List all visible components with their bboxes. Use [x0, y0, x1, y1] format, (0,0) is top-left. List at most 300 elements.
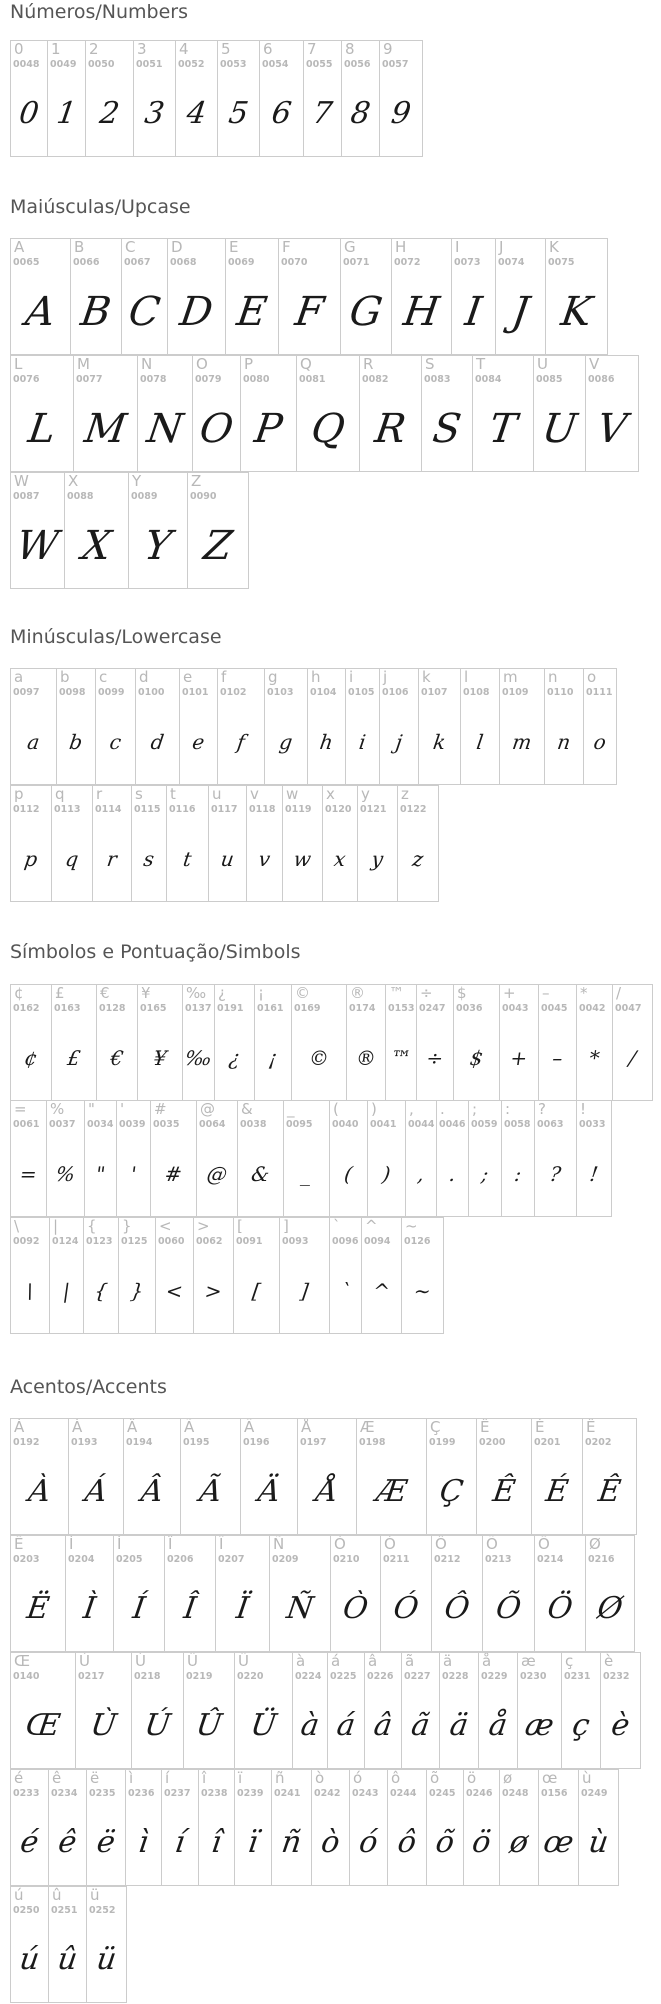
- glyph-sample: $: [468, 1045, 485, 1070]
- glyph-label: û: [52, 1887, 62, 1904]
- glyph-sample: ¿: [227, 1045, 242, 1070]
- glyph-sample: W: [13, 522, 62, 569]
- glyph-sample: 8: [348, 96, 373, 131]
- glyph-code: 0196: [243, 1437, 270, 1448]
- glyph-cell-0102: [218, 669, 265, 784]
- glyph-label: Í: [117, 1536, 122, 1553]
- glyph-cell-0226: [365, 1653, 402, 1768]
- glyph-label: Â: [127, 1419, 138, 1436]
- glyph-code: 0041: [370, 1119, 397, 1130]
- glyph-sample: .: [447, 1161, 458, 1186]
- glyph-cell-0233: [11, 1770, 49, 1885]
- glyph-cell-0200: [477, 1419, 532, 1534]
- glyph-code: 0056: [344, 59, 371, 70]
- glyph-cell-0122: [398, 786, 439, 901]
- glyph-cell-0047: [613, 985, 653, 1100]
- glyph-sample: 4: [184, 96, 209, 131]
- glyph-label: Ì: [69, 1536, 74, 1553]
- glyph-label: 6: [263, 41, 273, 58]
- glyph-cell-0123: [84, 1218, 119, 1333]
- glyph-label: ©: [295, 985, 310, 1002]
- glyph-label: í: [165, 1770, 170, 1787]
- glyph-cell-0117: [209, 786, 247, 901]
- glyph-code: 0050: [88, 59, 115, 70]
- glyph-cell-0218: [132, 1653, 184, 1768]
- glyph-cell-0225: [328, 1653, 365, 1768]
- glyph-label: Q: [300, 356, 312, 373]
- glyph-label: Ö: [538, 1536, 550, 1553]
- glyph-sample: Ô: [442, 1591, 472, 1626]
- glyph-sample: {: [92, 1278, 110, 1303]
- glyph-cell-0106: [380, 669, 419, 784]
- glyph-sample: o: [592, 729, 608, 754]
- glyph-sample: (: [342, 1161, 355, 1186]
- glyph-code: 0040: [332, 1119, 359, 1130]
- glyph-cell-0212: [432, 1536, 483, 1651]
- glyph-code: 0072: [394, 257, 421, 268]
- glyph-sample: A: [22, 288, 59, 335]
- glyph-cell-0219: [184, 1653, 235, 1768]
- glyph-cell-0061: [11, 1101, 47, 1216]
- glyph-cell-0216: [586, 1536, 635, 1651]
- glyph-label: ø: [503, 1770, 513, 1787]
- glyph-sample: X: [79, 522, 114, 569]
- glyph-code: 0248: [502, 1788, 529, 1799]
- glyph-label: f: [221, 669, 227, 686]
- glyph-cell-0104: [308, 669, 346, 784]
- glyph-cell-0033: [577, 1101, 612, 1216]
- glyph-sample: ~: [412, 1278, 433, 1303]
- glyph-code: 0049: [50, 59, 77, 70]
- glyph-label: m: [503, 669, 518, 686]
- glyph-code: 0109: [502, 687, 529, 698]
- glyph-cell-0229: [479, 1653, 518, 1768]
- glyph-code: 0043: [502, 1003, 529, 1014]
- glyph-code: 0081: [299, 374, 326, 385]
- glyph-sample: b: [67, 729, 85, 754]
- glyph-code: 0231: [564, 1671, 591, 1682]
- glyph-label: B: [74, 239, 85, 256]
- glyph-label: Ï: [219, 1536, 224, 1553]
- glyph-code: 0096: [332, 1236, 359, 1247]
- glyph-sample: –: [550, 1045, 565, 1070]
- glyph-sample: M: [81, 405, 130, 452]
- glyph-code: 0128: [99, 1003, 126, 1014]
- glyph-label: W: [14, 473, 29, 490]
- glyph-sample: Í: [130, 1591, 148, 1626]
- glyph-label: ó: [353, 1770, 363, 1787]
- glyph-label: e: [183, 669, 193, 686]
- glyph-cell-0161: [255, 985, 292, 1100]
- glyph-label: Î: [168, 1536, 173, 1553]
- glyph-cell-0248: [500, 1770, 539, 1885]
- glyph-label: ]: [283, 1218, 289, 1235]
- glyph-cell-0228: [440, 1653, 479, 1768]
- glyph-code: 0245: [429, 1788, 456, 1799]
- glyph-code: 0121: [360, 804, 387, 815]
- glyph-cell-0050: [86, 41, 134, 156]
- glyph-sample: 6: [269, 96, 294, 131]
- glyph-cell-0089: [129, 473, 188, 588]
- glyph-sample: q: [63, 846, 81, 871]
- glyph-code: 0089: [131, 491, 158, 502]
- glyph-sample: V: [594, 405, 630, 452]
- glyph-code: 0037: [49, 1119, 76, 1130]
- glyph-label: ò: [315, 1770, 325, 1787]
- glyph-cell-0230: [518, 1653, 562, 1768]
- glyph-cell-0201: [532, 1419, 583, 1534]
- glyph-label: E: [229, 239, 239, 256]
- glyph-cell-0060: [156, 1218, 194, 1333]
- glyph-sample: ?: [548, 1161, 563, 1186]
- glyph-cell-0081: [297, 356, 360, 471]
- glyph-row: [10, 1217, 444, 1334]
- glyph-cell-0209: [270, 1536, 331, 1651]
- glyph-label: ;: [472, 1101, 478, 1118]
- glyph-code: 0095: [286, 1119, 313, 1130]
- glyph-code: 0209: [272, 1554, 299, 1565]
- glyph-label: &: [241, 1101, 253, 1118]
- glyph-sample: ñ: [279, 1825, 304, 1860]
- glyph-sample: Ã: [197, 1474, 224, 1509]
- glyph-cell-0217: [76, 1653, 132, 1768]
- glyph-label: î: [202, 1770, 207, 1787]
- glyph-label: G: [344, 239, 356, 256]
- glyph-code: 0054: [262, 59, 289, 70]
- glyph-cell-0249: [579, 1770, 619, 1885]
- glyph-sample: 5: [226, 96, 251, 131]
- glyph-label: U: [537, 356, 548, 373]
- glyph-label: ¡: [258, 985, 265, 1002]
- glyph-label: D: [171, 239, 183, 256]
- glyph-code: 0227: [404, 1671, 431, 1682]
- glyph-sample: å: [486, 1708, 510, 1743]
- glyph-code: 0073: [454, 257, 481, 268]
- glyph-label: g: [268, 669, 278, 686]
- glyph-sample: @: [205, 1161, 229, 1186]
- glyph-sample: ã: [409, 1708, 432, 1743]
- glyph-row: [10, 1418, 637, 1535]
- section-title-numeros-numbers: Números/Numbers: [10, 1, 188, 23]
- glyph-sample: ì: [136, 1825, 151, 1860]
- glyph-label: ì: [129, 1770, 134, 1787]
- glyph-label: é: [14, 1770, 24, 1787]
- glyph-code: 0237: [164, 1788, 191, 1799]
- glyph-code: 0214: [537, 1554, 564, 1565]
- glyph-code: 0107: [421, 687, 448, 698]
- glyph-cell-0108: [461, 669, 500, 784]
- glyph-code: 0098: [59, 687, 86, 698]
- glyph-cell-0199: [427, 1419, 477, 1534]
- glyph-sample: <: [164, 1278, 185, 1303]
- glyph-code: 0034: [87, 1119, 114, 1130]
- glyph-sample: É: [543, 1474, 571, 1509]
- glyph-cell-0105: [346, 669, 380, 784]
- glyph-label: }: [122, 1218, 132, 1235]
- glyph-cell-0093: [280, 1218, 330, 1333]
- glyph-code: 0218: [134, 1671, 161, 1682]
- glyph-cell-0156: [539, 1770, 579, 1885]
- glyph-sample: â: [371, 1708, 395, 1743]
- glyph-sample: l: [475, 729, 485, 754]
- glyph-cell-0080: [241, 356, 297, 471]
- glyph-label: [: [237, 1218, 243, 1235]
- glyph-sample: c: [108, 729, 123, 754]
- glyph-sample: ò: [319, 1825, 342, 1860]
- glyph-sample: Ë: [24, 1591, 52, 1626]
- glyph-code: 0239: [237, 1788, 264, 1799]
- glyph-label: X: [68, 473, 79, 490]
- glyph-cell-0213: [483, 1536, 535, 1651]
- glyph-label: r: [96, 786, 103, 803]
- glyph-label: ): [371, 1101, 377, 1118]
- glyph-label: H: [395, 239, 407, 256]
- glyph-code: 0203: [13, 1554, 40, 1565]
- glyph-label: i: [349, 669, 354, 686]
- glyph-sample: %: [54, 1161, 77, 1186]
- glyph-sample: ]: [298, 1278, 311, 1303]
- glyph-label: !: [580, 1101, 587, 1118]
- glyph-code: 0058: [504, 1119, 531, 1130]
- glyph-cell-0250: [11, 1887, 49, 2002]
- glyph-label: %: [50, 1101, 65, 1118]
- glyph-label: ,: [409, 1101, 414, 1118]
- glyph-cell-0198: [357, 1419, 427, 1534]
- section-title-acentos-accents: Acentos/Accents: [10, 1376, 167, 1398]
- glyph-label: {: [87, 1218, 97, 1235]
- glyph-cell-0069: [226, 239, 279, 354]
- glyph-code: 0212: [434, 1554, 461, 1565]
- glyph-sample: Q: [308, 405, 348, 452]
- glyph-label: 8: [345, 41, 355, 58]
- glyph-sample: z: [411, 846, 425, 871]
- glyph-cell-0083: [422, 356, 473, 471]
- glyph-code: 0082: [362, 374, 389, 385]
- glyph-label: Ó: [384, 1536, 396, 1553]
- glyph-sample: P: [251, 405, 286, 452]
- glyph-code: 0241: [274, 1788, 301, 1799]
- glyph-sample: C: [125, 288, 164, 335]
- glyph-code: 0233: [13, 1788, 40, 1799]
- glyph-cell-0153: [386, 985, 417, 1100]
- glyph-label: >: [197, 1218, 210, 1235]
- glyph-cell-0090: [188, 473, 249, 588]
- glyph-cell-0126: [402, 1218, 444, 1333]
- glyph-cell-0114: [93, 786, 132, 901]
- glyph-sample: 9: [388, 96, 414, 131]
- glyph-row: [10, 40, 423, 157]
- glyph-label: Ä: [244, 1419, 255, 1436]
- glyph-code: 0039: [119, 1119, 146, 1130]
- glyph-row: [10, 984, 653, 1101]
- glyph-label: x: [326, 786, 335, 803]
- glyph-sample: ¡: [267, 1045, 279, 1070]
- glyph-cell-0034: [85, 1101, 117, 1216]
- glyph-code: 0137: [185, 1003, 212, 1014]
- glyph-code: 0083: [424, 374, 451, 385]
- glyph-label: ô: [391, 1770, 401, 1787]
- glyph-sample: >: [203, 1278, 224, 1303]
- glyph-cell-0245: [427, 1770, 464, 1885]
- glyph-label: à: [296, 1653, 306, 1670]
- glyph-code: 0068: [170, 257, 197, 268]
- glyph-label: S: [425, 356, 435, 373]
- glyph-sample: ): [380, 1161, 393, 1186]
- glyph-label: Ø: [589, 1536, 601, 1553]
- glyph-code: 0191: [217, 1003, 244, 1014]
- glyph-sample: \: [24, 1278, 36, 1303]
- glyph-cell-0039: [117, 1101, 151, 1216]
- glyph-code: 0092: [13, 1236, 40, 1247]
- glyph-sample: ú: [17, 1942, 42, 1977]
- glyph-sample: Î: [181, 1591, 199, 1626]
- section-title-simbolos-e-pontuacao-simbols: Símbolos e Pontuação/Simbols: [10, 941, 301, 963]
- glyph-code: 0044: [408, 1119, 435, 1130]
- glyph-label: Ú: [135, 1653, 146, 1670]
- glyph-code: 0125: [121, 1236, 148, 1247]
- glyph-cell-0241: [272, 1770, 312, 1885]
- glyph-label: Ç: [430, 1419, 441, 1436]
- glyph-sample: ;: [479, 1161, 491, 1186]
- glyph-code: 0093: [282, 1236, 309, 1247]
- glyph-sample: _: [299, 1161, 314, 1186]
- glyph-code: 0110: [547, 687, 574, 698]
- glyph-code: 0220: [237, 1671, 264, 1682]
- glyph-code: 0124: [52, 1236, 79, 1247]
- glyph-label: o: [587, 669, 597, 686]
- glyph-code: 0249: [581, 1788, 608, 1799]
- glyph-cell-0207: [216, 1536, 270, 1651]
- glyph-sample: m: [510, 729, 534, 754]
- section-title-maiusculas-upcase: Maiúsculas/Upcase: [10, 196, 191, 218]
- glyph-code: 0045: [541, 1003, 568, 1014]
- glyph-code: 0201: [534, 1437, 561, 1448]
- glyph-label: h: [311, 669, 321, 686]
- glyph-label: å: [482, 1653, 492, 1670]
- glyph-row: [10, 355, 639, 472]
- glyph-code: 0114: [95, 804, 122, 815]
- glyph-row: [10, 1652, 641, 1769]
- glyph-sample: D: [177, 288, 216, 335]
- glyph-code: 0059: [471, 1119, 498, 1130]
- glyph-sample: ó: [357, 1825, 380, 1860]
- glyph-label: n: [548, 669, 558, 686]
- glyph-code: 0156: [541, 1788, 568, 1799]
- glyph-code: 0236: [128, 1788, 155, 1799]
- glyph-code: 0078: [140, 374, 167, 385]
- glyph-label: Õ: [486, 1536, 498, 1553]
- glyph-code: 0126: [404, 1236, 431, 1247]
- glyph-code: 0071: [343, 257, 370, 268]
- glyph-code: 0140: [13, 1671, 40, 1682]
- glyph-cell-0232: [601, 1653, 641, 1768]
- glyph-label: l: [464, 669, 469, 686]
- glyph-code: 0046: [439, 1119, 466, 1130]
- glyph-label: $: [457, 985, 467, 1002]
- glyph-sample: ': [129, 1161, 138, 1186]
- glyph-code: 0048: [13, 59, 40, 70]
- glyph-row: [10, 1886, 127, 2003]
- glyph-code: 0219: [186, 1671, 213, 1682]
- glyph-code: 0202: [585, 1437, 612, 1448]
- glyph-code: 0033: [579, 1119, 606, 1130]
- glyph-cell-0094: [362, 1218, 402, 1333]
- glyph-code: 0206: [167, 1554, 194, 1565]
- glyph-cell-0049: [48, 41, 86, 156]
- glyph-cell-0140: [11, 1653, 76, 1768]
- glyph-cell-0236: [126, 1770, 162, 1885]
- glyph-cell-0251: [49, 1887, 87, 2002]
- glyph-code: 0099: [98, 687, 125, 698]
- glyph-sample: y: [370, 846, 385, 871]
- glyph-code: 0047: [615, 1003, 642, 1014]
- glyph-label: Œ: [14, 1653, 31, 1670]
- glyph-code: 0216: [588, 1554, 615, 1565]
- glyph-sample: Æ: [374, 1474, 409, 1509]
- glyph-label: K: [549, 239, 559, 256]
- glyph-label: Ã: [184, 1419, 195, 1436]
- glyph-sample: p: [22, 846, 40, 871]
- glyph-sample: H: [400, 288, 443, 335]
- glyph-sample: ü: [94, 1942, 119, 1977]
- glyph-cell-0064: [197, 1101, 238, 1216]
- glyph-sample: Ç: [437, 1474, 466, 1509]
- glyph-label: N: [141, 356, 153, 373]
- glyph-sample: ‰: [183, 1045, 214, 1070]
- glyph-cell-0067: [122, 239, 168, 354]
- glyph-cell-0088: [65, 473, 129, 588]
- glyph-sample: *: [587, 1045, 602, 1070]
- glyph-cell-0243: [350, 1770, 388, 1885]
- glyph-cell-0174: [347, 985, 386, 1100]
- glyph-code: 0204: [68, 1554, 95, 1565]
- glyph-cell-0137: [183, 985, 215, 1100]
- glyph-code: 0053: [220, 59, 247, 70]
- glyph-code: 0042: [579, 1003, 606, 1014]
- glyph-sample: 1: [54, 96, 79, 131]
- glyph-cell-0239: [235, 1770, 272, 1885]
- glyph-label: ï: [238, 1770, 243, 1787]
- glyph-code: 0238: [201, 1788, 228, 1799]
- glyph-sample: 7: [310, 96, 335, 131]
- glyph-sample: n: [555, 729, 573, 754]
- glyph-cell-0165: [138, 985, 183, 1100]
- glyph-cell-0037: [47, 1101, 85, 1216]
- glyph-label: ö: [467, 1770, 477, 1787]
- glyph-sample: £: [65, 1045, 83, 1070]
- glyph-cell-0120: [323, 786, 358, 901]
- glyph-label: ä: [443, 1653, 453, 1670]
- glyph-label: ê: [52, 1770, 62, 1787]
- glyph-cell-0053: [218, 41, 260, 156]
- glyph-cell-0244: [388, 1770, 427, 1885]
- glyph-label: ?: [538, 1101, 546, 1118]
- glyph-sample: :: [512, 1161, 524, 1186]
- glyph-cell-0084: [473, 356, 534, 471]
- glyph-code: 0079: [195, 374, 222, 385]
- glyph-label: á: [331, 1653, 341, 1670]
- glyph-label: c: [99, 669, 108, 686]
- glyph-code: 0104: [310, 687, 337, 698]
- glyph-cell-0096: [330, 1218, 362, 1333]
- glyph-cell-0066: [71, 239, 122, 354]
- glyph-sample: ä: [447, 1708, 471, 1743]
- glyph-sample: ^: [371, 1278, 392, 1303]
- glyph-sample: T: [486, 405, 520, 452]
- glyph-sample: K: [558, 288, 595, 335]
- glyph-code: 0066: [73, 257, 100, 268]
- glyph-row: [10, 1535, 635, 1652]
